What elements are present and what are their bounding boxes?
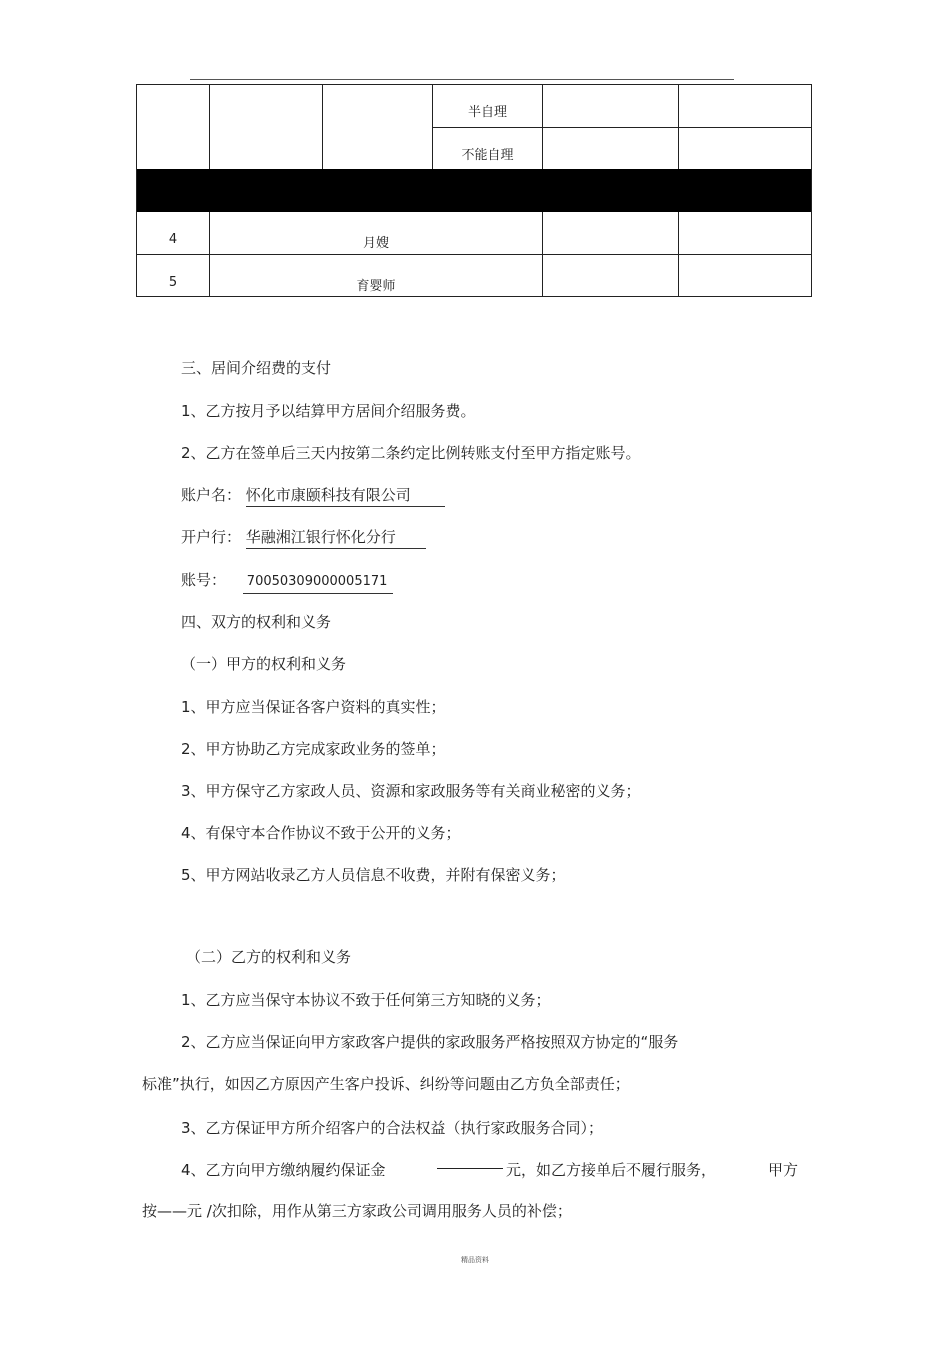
list-item-continuation: 标准”执行，如因乙方原因产生客户投诉、纠纷等问题由乙方负全部责任；: [142, 1075, 630, 1093]
list-item: 2、乙方应当保证向甲方家政客户提供的家政服务严格按照双方协定的“服务: [181, 1033, 679, 1051]
bank-label: 开户行：: [181, 528, 242, 546]
table-vline: [322, 85, 323, 169]
paragraph: 1、乙方按月予以结算甲方居间介绍服务费。: [181, 402, 476, 420]
list-item-continuation: 按——元 /次扣除，用作从第三方家政公司调用服务人员的补偿；: [142, 1202, 572, 1220]
account-name-value: 怀化市康颐科技有限公司: [246, 485, 445, 507]
party-a-heading: （一）甲方的权利和义务: [181, 655, 347, 673]
bank-value: 华融湘江银行怀化分行: [246, 527, 426, 549]
table-black-row: [137, 169, 811, 212]
list-item: 1、甲方应当保证各客户资料的真实性；: [181, 698, 446, 716]
table-row-number: 5: [168, 275, 178, 290]
table-row-name: 育婴师: [356, 279, 396, 294]
blank-amount-line: [437, 1168, 503, 1169]
table-hline: [137, 254, 811, 255]
bank-line: [181, 527, 426, 549]
section3-heading: 三、居间介绍费的支付: [181, 359, 332, 377]
list-item-part: 4、乙方向甲方缴纳履约保证金: [181, 1161, 386, 1179]
list-item: 1、乙方应当保守本协议不致于任何第三方知晓的义务；: [181, 991, 551, 1009]
section4-heading: 四、双方的权利和义务: [181, 613, 332, 631]
list-item: 5、甲方网站收录乙方人员信息不收费，并附有保密义务；: [181, 866, 566, 884]
list-item: 3、乙方保证甲方所介绍客户的合法权益（执行家政服务合同）；: [181, 1119, 604, 1137]
table-hline: [432, 127, 811, 128]
table-cell: 半自理: [467, 105, 507, 120]
party-b-heading: （二）乙方的权利和义务: [186, 948, 352, 966]
list-item: 4、有保守本合作协议不致于公开的义务；: [181, 824, 461, 842]
table-cell: 不能自理: [461, 148, 514, 163]
account-name-label: 账户名：: [181, 486, 242, 504]
account-number-value: 70050309000005171: [243, 572, 394, 594]
header-rule: [190, 79, 734, 80]
account-name-line: [181, 485, 445, 507]
list-item: 2、甲方协助乙方完成家政业务的签单；: [181, 740, 446, 758]
table-row-number: 4: [168, 232, 178, 247]
account-number-label: 账号：: [181, 571, 227, 589]
table-row-name: 月嫂: [362, 236, 389, 251]
paragraph: 2、乙方在签单后三天内按第二条约定比例转账支付至甲方指定账号。: [181, 444, 641, 462]
list-item: 3、甲方保守乙方家政人员、资源和家政服务等有关商业秘密的义务；: [181, 782, 641, 800]
list-item-part: 元，如乙方接单后不履行服务，: [506, 1161, 717, 1179]
account-number-line: [181, 570, 393, 594]
service-table: [136, 84, 812, 297]
page-footer: 精品资料: [461, 1256, 489, 1264]
list-item-part: 甲方: [768, 1161, 799, 1179]
